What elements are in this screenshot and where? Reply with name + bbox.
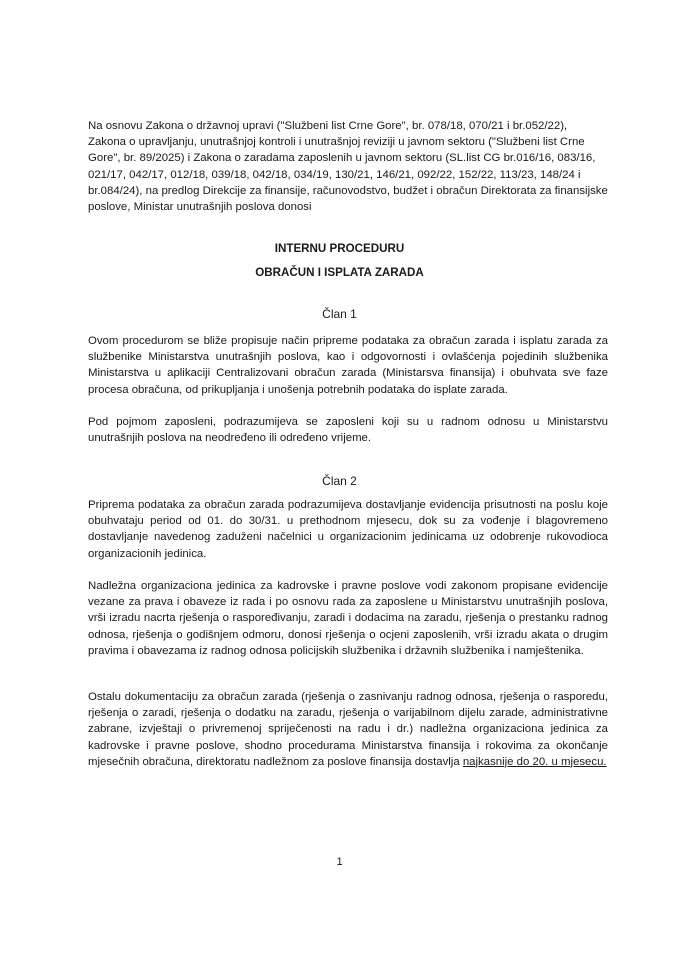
article-2-paragraph-3-text: Ostalu dokumentaciju za obračun zarada (rješenja o zasnivanju radnog odnosa, rješenja o rasporedu, rješenja o zaradi, rješenja o dodatku na zaradu, rješenja o varijabilnom dijelu zarade, administrativne zabrane, izvještaji o privremenoj spriječenosti na radu i dr.) nadležna organizaciona jedinica za kadrovske i pravne poslove, shodno procedurama Ministarstva finansija i rokovima za okončanje mjesečnih obračuna, direktoratu nadležnom za poslove finansija dostavlja: [88, 691, 608, 768]
document-subtitle: OBRAČUN I ISPLATA ZARADA: [255, 266, 424, 279]
article-2-paragraph-2: Nadležna organizaciona jedinica za kadrovske i pravne poslove vodi zakonom propisane evidencije vezane za prava i obaveze iz rada i po osnovu rada za zaposlene u Ministarstvu unutrašnjih poslova, vrši izradu nacrta rješenja o raspoređivanju, zaradi i dodacima na zaradu, rješenja o prestanku radnog odnosa, rješenja o godišnjem odmoru, donosi rješenja o ocjeni zaposlenih, vrši izradu akata o drugim pravima i obavezama iz radnog odnosa policijskih službenika i državnih službenika i namještenika.: [88, 580, 608, 657]
deadline-text: najkasnije do 20. u mjesecu.: [462, 755, 607, 768]
article-1-paragraph-1: Ovom procedurom se bliže propisuje način pripreme podataka za obračun zarada i isplatu zarada za službenike Ministarstva unutrašnjih poslova, kao i odgovornosti i ovlašćenja pojedinih službenika Ministarstva u aplikaciji Centralizovani obračun zarada (Ministarsva finansija) i obuhvata sve faze procesa obračuna, od prikupljanja i unošenja potrebnih podataka do isplate zarada.: [88, 335, 608, 396]
article-2-paragraph-3: [88, 689, 608, 770]
intro-paragraph: Na osnovu Zakona o državnoj upravi ("Službeni list Crne Gore", br. 078/18, 070/21 i br.052/22), Zakona o upravljanju, unutrašnjoj kontroli i unutrašnjoj reviziji u javnom sektoru ("Službeni list Crne Gore", br. 89/2025) i Zakona o zaradama zaposlenih u javnom sektoru (SL.list CG br.016/16, 083/16, 021/17, 042/17, 012/18, 039/18, 042/18, 034/19, 130/21, 146/21, 092/22, 152/22, 113/23, 148/24 i br.084/24), na predlog Direkcije za finansije, računovodstvo, budžet i obračun Direktorata za finansijske poslove, Ministar unutrašnjih poslova donosi: [88, 120, 608, 214]
article-1-heading: Član 1: [322, 307, 357, 321]
article-2-heading: Član 2: [322, 474, 357, 488]
page-number: 1: [336, 856, 343, 868]
article-2-paragraph-1: Priprema podataka za obračun zarada podrazumijeva dostavljanje evidencija prisutnosti na poslu koje obuhvataju period od 01. do 30/31. u prethodnom mjesecu, dok su za vođenje i blagovremeno dostavljanje navedenog zaduženi načelnici u organizacionim jedinicama uz odobrenje rukovodioca organizacionih jedinica.: [88, 499, 608, 560]
document-title: INTERNU PROCEDURU: [274, 242, 405, 255]
article-1-paragraph-2: Pod pojmom zaposleni, podrazumijeva se zaposleni koji su u radnom odnosu u Ministarstvu unutrašnjih poslova na neodređeno ili određeno vrijeme.: [88, 416, 608, 445]
